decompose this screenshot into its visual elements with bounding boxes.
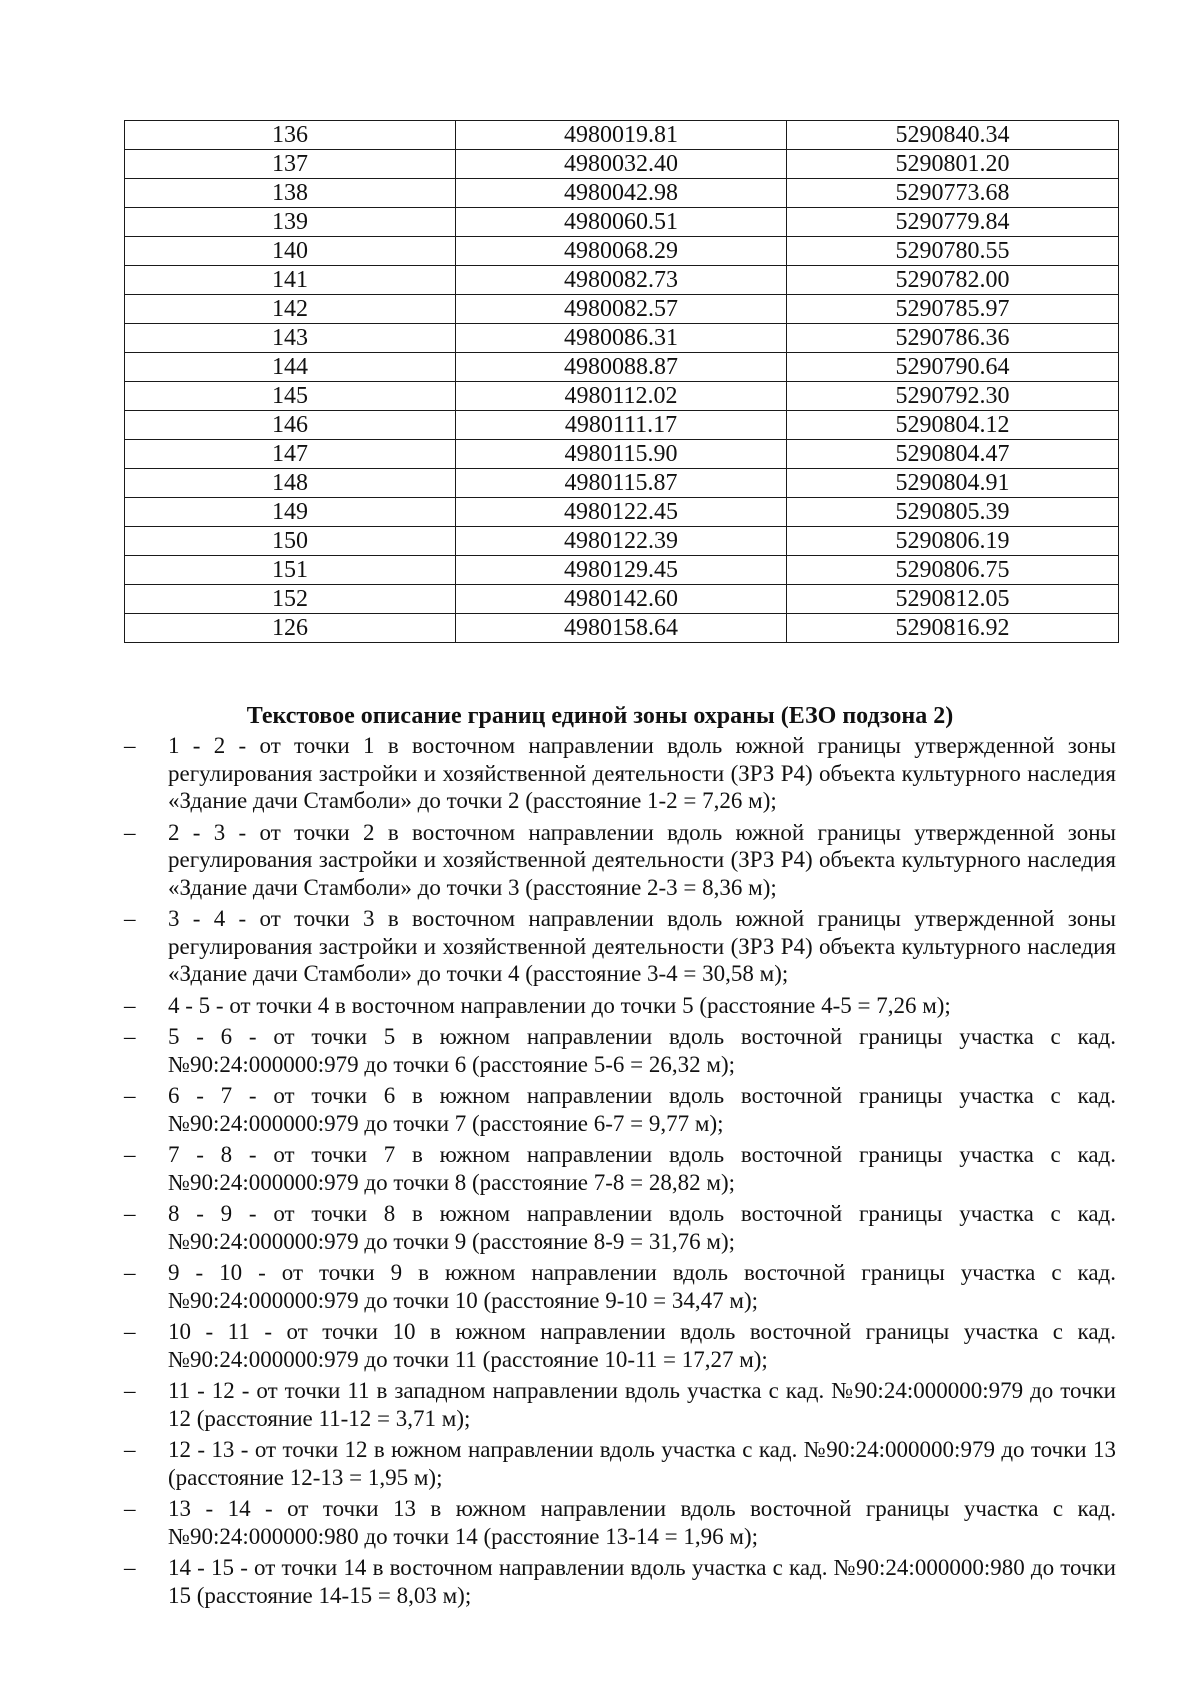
list-item-text: 5 - 6 - от точки 5 в южном направлении вдоль восточной границы участка с кад. №90:24:000000:979 до точки 6 (расстояние 5-6 = 26,32 м); bbox=[168, 1024, 1116, 1077]
list-item bbox=[124, 905, 1116, 988]
table-row bbox=[125, 382, 1119, 411]
coordinates-table bbox=[124, 120, 1119, 643]
list-bullet: – bbox=[124, 906, 136, 931]
point-number-cell: 142 bbox=[125, 295, 456, 324]
y-coordinate-cell: 5290806.19 bbox=[787, 527, 1119, 556]
table-row bbox=[125, 556, 1119, 585]
table-row bbox=[125, 353, 1119, 382]
y-coordinate-cell: 5290816.92 bbox=[787, 614, 1119, 643]
table-row bbox=[125, 498, 1119, 527]
list-bullet: – bbox=[124, 992, 136, 1018]
y-coordinate-cell: 5290840.34 bbox=[787, 121, 1119, 150]
y-coordinate-cell: 5290801.20 bbox=[787, 150, 1119, 179]
x-coordinate-cell: 4980122.45 bbox=[456, 498, 787, 527]
list-bullet: – bbox=[124, 1260, 136, 1285]
table-row bbox=[125, 150, 1119, 179]
list-item-text: 10 - 11 - от точки 10 в южном направлении вдоль восточной границы участка с кад. №90:24:000000:979 до точки 11 (расстояние 10-11 = 17,27 м); bbox=[168, 1319, 1116, 1372]
list-item-text: 7 - 8 - от точки 7 в южном направлении вдоль восточной границы участка с кад. №90:24:000000:979 до точки 8 (расстояние 7-8 = 28,82 м); bbox=[168, 1142, 1116, 1195]
y-coordinate-cell: 5290804.12 bbox=[787, 411, 1119, 440]
table-row bbox=[125, 585, 1119, 614]
list-item bbox=[124, 1554, 1116, 1609]
y-coordinate-cell: 5290806.75 bbox=[787, 556, 1119, 585]
y-coordinate-cell: 5290785.97 bbox=[787, 295, 1119, 324]
y-coordinate-cell: 5290779.84 bbox=[787, 208, 1119, 237]
list-bullet: – bbox=[124, 733, 136, 758]
list-bullet: – bbox=[124, 1378, 136, 1403]
point-number-cell: 148 bbox=[125, 469, 456, 498]
list-bullet: – bbox=[124, 1496, 136, 1521]
point-number-cell: 137 bbox=[125, 150, 456, 179]
list-item bbox=[124, 1318, 1116, 1373]
list-bullet: – bbox=[124, 1201, 136, 1226]
x-coordinate-cell: 4980088.87 bbox=[456, 353, 787, 382]
table-row bbox=[125, 324, 1119, 353]
x-coordinate-cell: 4980060.51 bbox=[456, 208, 787, 237]
list-item bbox=[124, 1377, 1116, 1432]
list-item-text: 6 - 7 - от точки 6 в южном направлении вдоль восточной границы участка с кад. №90:24:000000:979 до точки 7 (расстояние 6-7 = 9,77 м); bbox=[168, 1083, 1116, 1136]
list-item bbox=[124, 1495, 1116, 1550]
point-number-cell: 146 bbox=[125, 411, 456, 440]
coordinates-table-body bbox=[125, 121, 1119, 643]
list-item bbox=[124, 1082, 1116, 1137]
x-coordinate-cell: 4980032.40 bbox=[456, 150, 787, 179]
list-item-text: 11 - 12 - от точки 11 в западном направлении вдоль участка с кад. №90:24:000000:979 до точки 12 (расстояние 11-12 = 3,71 м); bbox=[168, 1378, 1116, 1431]
list-item bbox=[124, 1436, 1116, 1491]
x-coordinate-cell: 4980019.81 bbox=[456, 121, 787, 150]
list-item bbox=[124, 992, 1116, 1020]
point-number-cell: 145 bbox=[125, 382, 456, 411]
table-row bbox=[125, 121, 1119, 150]
list-item bbox=[124, 1141, 1116, 1196]
list-item-text: 3 - 4 - от точки 3 в восточном направлении вдоль южной границы утвержденной зоны регулирования застройки и хозяйственной деятельности (ЗРЗ Р4) объекта культурного наследия «Здание дачи Стамболи» до точки 4 (расстояние 3-4 = 30,58 м); bbox=[168, 906, 1116, 986]
list-item-text: 13 - 14 - от точки 13 в южном направлении вдоль восточной границы участка с кад. №90:24:000000:980 до точки 14 (расстояние 13-14 = 1,96 м); bbox=[168, 1496, 1116, 1549]
x-coordinate-cell: 4980082.73 bbox=[456, 266, 787, 295]
list-item-text: 4 - 5 - от точки 4 в восточном направлении до точки 5 (расстояние 4-5 = 7,26 м); bbox=[168, 992, 951, 1018]
boundary-description-list bbox=[124, 732, 1116, 1613]
y-coordinate-cell: 5290812.05 bbox=[787, 585, 1119, 614]
point-number-cell: 150 bbox=[125, 527, 456, 556]
point-number-cell: 126 bbox=[125, 614, 456, 643]
section-title: Текстовое описание границ единой зоны охраны (ЕЗО подзона 2) bbox=[246, 703, 954, 729]
y-coordinate-cell: 5290805.39 bbox=[787, 498, 1119, 527]
table-row bbox=[125, 237, 1119, 266]
table-row bbox=[125, 440, 1119, 469]
list-item-text: 12 - 13 - от точки 12 в южном направлении вдоль участка с кад. №90:24:000000:979 до точки 13 (расстояние 12-13 = 1,95 м); bbox=[168, 1437, 1116, 1490]
x-coordinate-cell: 4980086.31 bbox=[456, 324, 787, 353]
list-item-text: 14 - 15 - от точки 14 в восточном направлении вдоль участка с кад. №90:24:000000:980 до точки 15 (расстояние 14-15 = 8,03 м); bbox=[168, 1555, 1116, 1608]
y-coordinate-cell: 5290804.91 bbox=[787, 469, 1119, 498]
point-number-cell: 151 bbox=[125, 556, 456, 585]
list-item bbox=[124, 819, 1116, 902]
x-coordinate-cell: 4980111.17 bbox=[456, 411, 787, 440]
list-bullet: – bbox=[124, 1319, 136, 1344]
table-row bbox=[125, 295, 1119, 324]
list-item-text: 1 - 2 - от точки 1 в восточном направлении вдоль южной границы утвержденной зоны регулирования застройки и хозяйственной деятельности (ЗРЗ Р4) объекта культурного наследия «Здание дачи Стамболи» до точки 2 (расстояние 1-2 = 7,26 м); bbox=[168, 733, 1116, 813]
list-bullet: – bbox=[124, 1142, 136, 1167]
y-coordinate-cell: 5290786.36 bbox=[787, 324, 1119, 353]
point-number-cell: 141 bbox=[125, 266, 456, 295]
x-coordinate-cell: 4980129.45 bbox=[456, 556, 787, 585]
point-number-cell: 140 bbox=[125, 237, 456, 266]
point-number-cell: 136 bbox=[125, 121, 456, 150]
list-item-text: 2 - 3 - от точки 2 в восточном направлении вдоль южной границы утвержденной зоны регулирования застройки и хозяйственной деятельности (ЗРЗ Р4) объекта культурного наследия «Здание дачи Стамболи» до точки 3 (расстояние 2-3 = 8,36 м); bbox=[168, 819, 1116, 900]
table-row bbox=[125, 208, 1119, 237]
point-number-cell: 138 bbox=[125, 179, 456, 208]
table-row bbox=[125, 411, 1119, 440]
point-number-cell: 139 bbox=[125, 208, 456, 237]
y-coordinate-cell: 5290790.64 bbox=[787, 353, 1119, 382]
table-row bbox=[125, 469, 1119, 498]
list-bullet: – bbox=[124, 1437, 136, 1462]
point-number-cell: 143 bbox=[125, 324, 456, 353]
list-item-text: 9 - 10 - от точки 9 в южном направлении вдоль восточной границы участка с кад. №90:24:000000:979 до точки 10 (расстояние 9-10 = 34,47 м); bbox=[168, 1260, 1116, 1313]
x-coordinate-cell: 4980122.39 bbox=[456, 527, 787, 556]
x-coordinate-cell: 4980082.57 bbox=[456, 295, 787, 324]
y-coordinate-cell: 5290792.30 bbox=[787, 382, 1119, 411]
x-coordinate-cell: 4980115.90 bbox=[456, 440, 787, 469]
list-item bbox=[124, 732, 1116, 815]
point-number-cell: 152 bbox=[125, 585, 456, 614]
x-coordinate-cell: 4980158.64 bbox=[456, 614, 787, 643]
y-coordinate-cell: 5290782.00 bbox=[787, 266, 1119, 295]
point-number-cell: 149 bbox=[125, 498, 456, 527]
table-row bbox=[125, 179, 1119, 208]
table-row bbox=[125, 527, 1119, 556]
list-item-text: 8 - 9 - от точки 8 в южном направлении вдоль восточной границы участка с кад. №90:24:000000:979 до точки 9 (расстояние 8-9 = 31,76 м); bbox=[168, 1201, 1116, 1254]
list-bullet: – bbox=[124, 1083, 136, 1108]
list-bullet: – bbox=[124, 1555, 136, 1580]
x-coordinate-cell: 4980068.29 bbox=[456, 237, 787, 266]
point-number-cell: 144 bbox=[125, 353, 456, 382]
list-bullet: – bbox=[124, 1024, 136, 1049]
point-number-cell: 147 bbox=[125, 440, 456, 469]
list-item bbox=[124, 1259, 1116, 1314]
x-coordinate-cell: 4980115.87 bbox=[456, 469, 787, 498]
y-coordinate-cell: 5290780.55 bbox=[787, 237, 1119, 266]
list-item bbox=[124, 1200, 1116, 1255]
y-coordinate-cell: 5290804.47 bbox=[787, 440, 1119, 469]
x-coordinate-cell: 4980042.98 bbox=[456, 179, 787, 208]
table-row bbox=[125, 266, 1119, 295]
y-coordinate-cell: 5290773.68 bbox=[787, 179, 1119, 208]
list-bullet: – bbox=[124, 819, 136, 845]
table-row bbox=[125, 614, 1119, 643]
x-coordinate-cell: 4980142.60 bbox=[456, 585, 787, 614]
list-item bbox=[124, 1023, 1116, 1078]
x-coordinate-cell: 4980112.02 bbox=[456, 382, 787, 411]
